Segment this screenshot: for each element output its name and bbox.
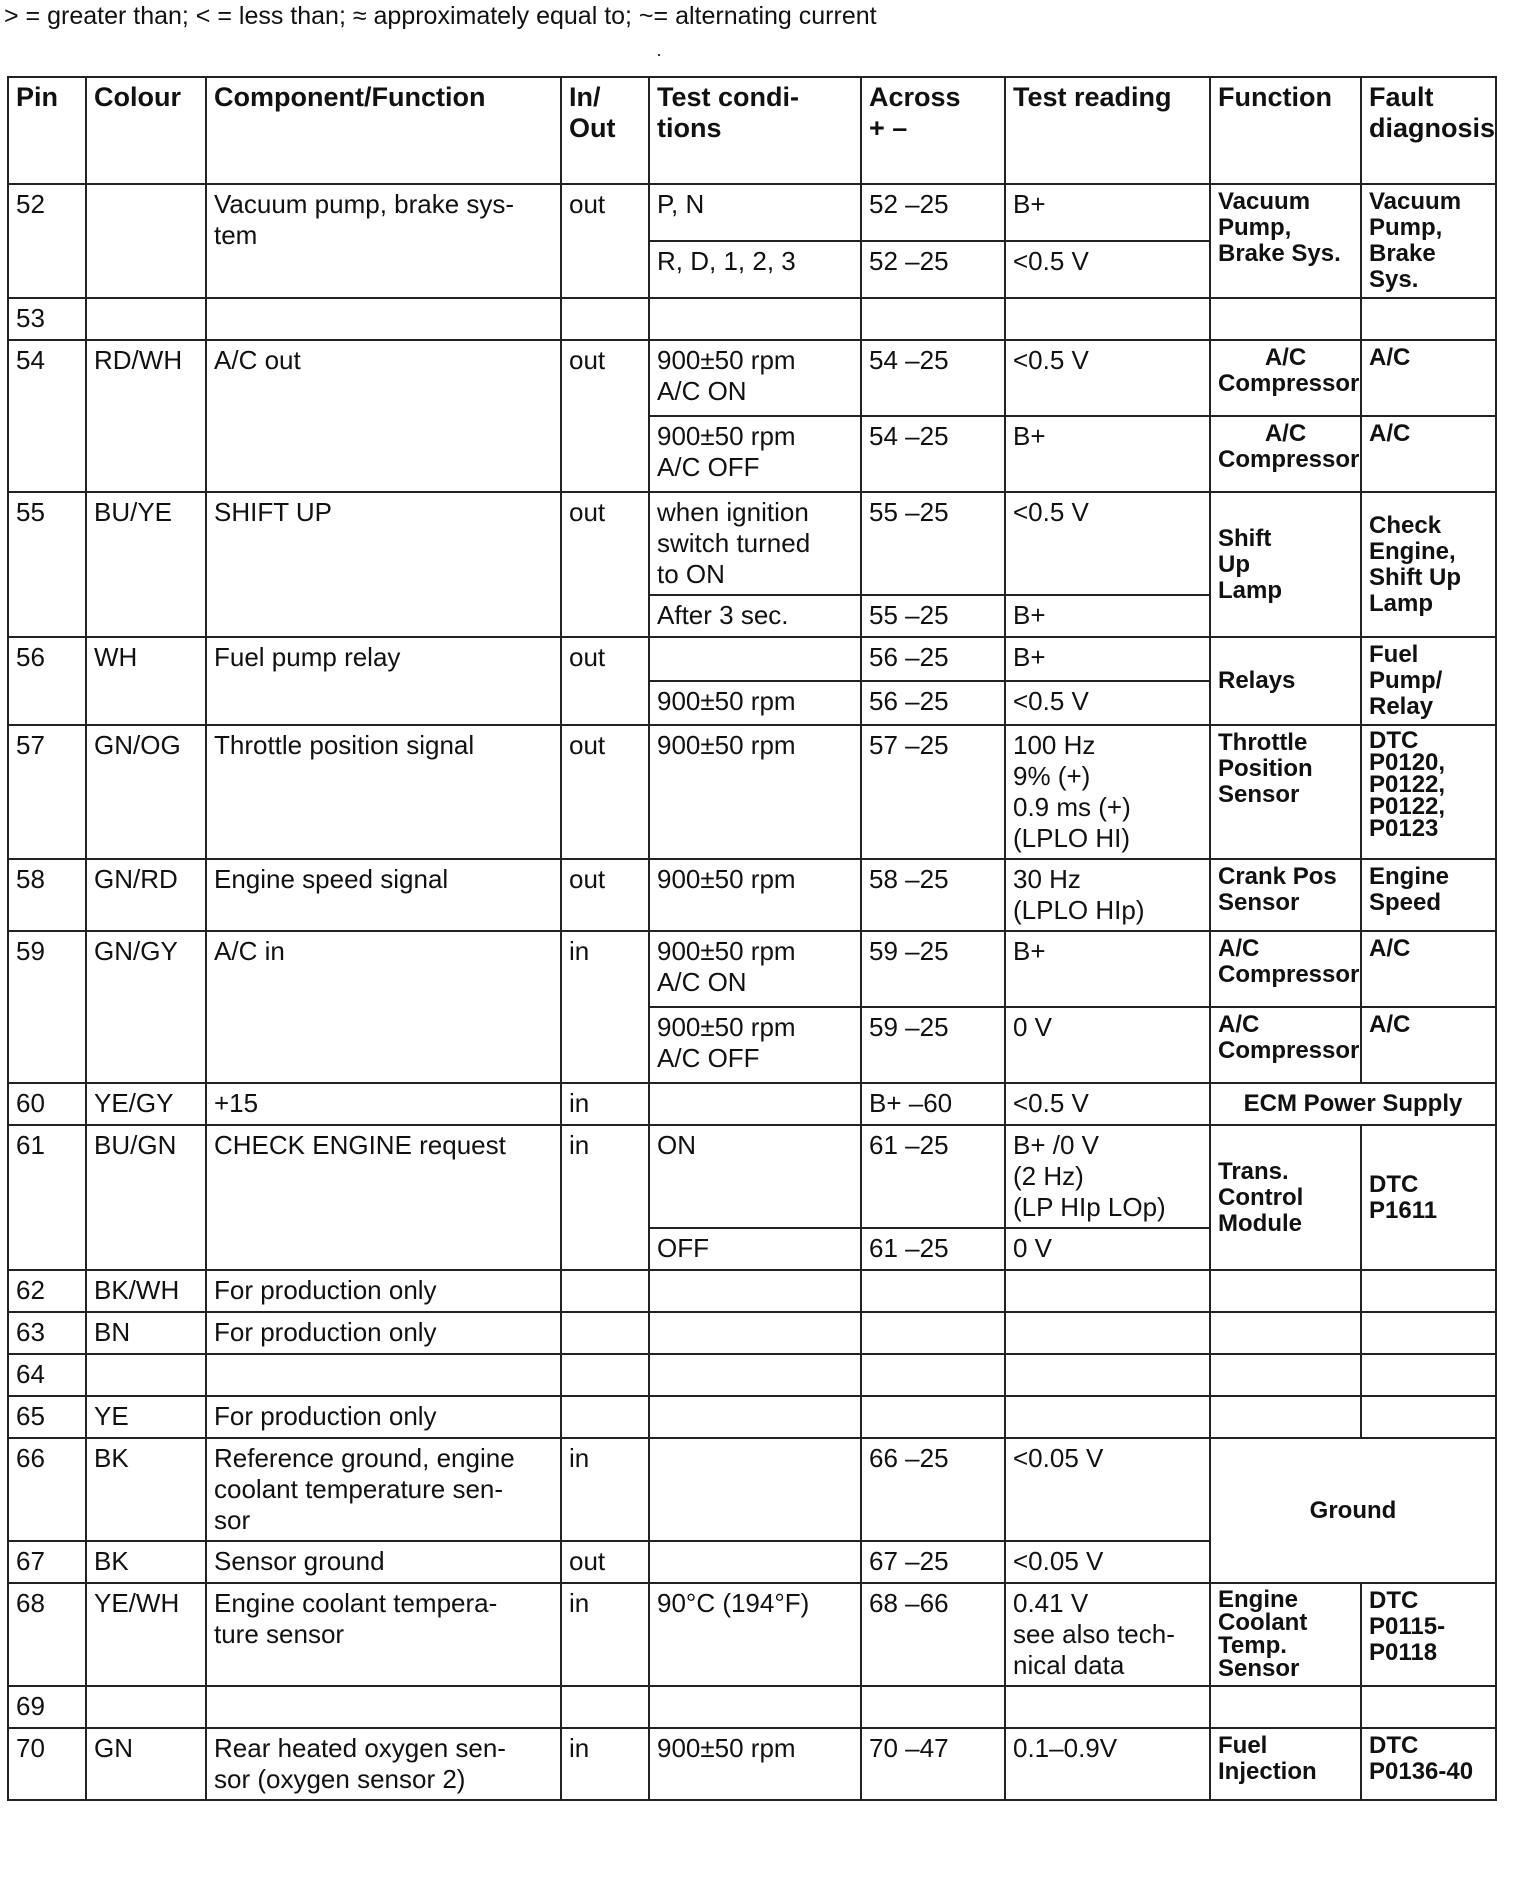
table-row <box>8 931 1496 1007</box>
table-row <box>8 1312 1496 1354</box>
reading-cell: B+ /0 V (2 Hz) (LP HIp LOp) <box>1005 1125 1210 1228</box>
across-cell: 67 –25 <box>861 1541 1005 1583</box>
function-cell: A/C Compressor <box>1210 931 1361 1007</box>
function-cell: Vacuum Pump, Brake Sys. <box>1210 184 1361 298</box>
reading-cell: 0.1–0.9V <box>1005 1728 1210 1800</box>
pin-cell: 56 <box>8 637 86 725</box>
across-cell: B+ –60 <box>861 1083 1005 1125</box>
function-cell: Crank Pos Sensor <box>1210 859 1361 931</box>
reading-cell: B+ <box>1005 637 1210 681</box>
reading-cell: <0.5 V <box>1005 492 1210 595</box>
table-row <box>8 1270 1496 1312</box>
component-cell: Throttle position signal <box>206 725 561 859</box>
fault-cell: Fuel Pump/ Relay <box>1361 637 1496 725</box>
colour-cell: BK <box>86 1541 206 1583</box>
reading-cell: 0.41 V see also tech- nical data <box>1005 1583 1210 1686</box>
fault-cell: DTC P0120, P0122, P0122, P0123 <box>1361 725 1496 859</box>
condition-cell <box>649 1083 861 1125</box>
component-cell: Fuel pump relay <box>206 637 561 725</box>
pin-cell: 63 <box>8 1312 86 1354</box>
across-cell: 59 –25 <box>861 931 1005 1007</box>
across-cell: 66 –25 <box>861 1438 1005 1541</box>
colour-cell: BU/GN <box>86 1125 206 1270</box>
function-cell: Engine Coolant Temp. Sensor <box>1210 1583 1361 1686</box>
table-row <box>8 1728 1496 1800</box>
function-cell: Fuel Injection <box>1210 1728 1361 1800</box>
condition-cell: 900±50 rpm A/C OFF <box>649 1007 861 1083</box>
reading-cell: 100 Hz 9% (+) 0.9 ms (+) (LPLO HI) <box>1005 725 1210 859</box>
colour-cell: WH <box>86 637 206 725</box>
header-row <box>8 77 1496 184</box>
pin-cell: 52 <box>8 184 86 298</box>
inout-cell: in <box>561 1083 649 1125</box>
reading-cell: 0 V <box>1005 1007 1210 1083</box>
legend: > = greater than; < = less than; ≈ approximately equal to; ~= alternating current <box>4 2 877 30</box>
header-test-conditions: Test condi- tions <box>649 77 861 184</box>
colour-cell <box>86 184 206 298</box>
reading-cell: B+ <box>1005 931 1210 1007</box>
function-cell: A/C Compressor <box>1210 416 1361 492</box>
component-cell: Sensor ground <box>206 1541 561 1583</box>
across-cell: 54 –25 <box>861 340 1005 416</box>
header-test-reading: Test reading <box>1005 77 1210 184</box>
function-cell: Shift Up Lamp <box>1210 492 1361 637</box>
inout-cell: in <box>561 931 649 1083</box>
across-cell: 55 –25 <box>861 492 1005 595</box>
component-cell: +15 <box>206 1083 561 1125</box>
function-cell: Relays <box>1210 637 1361 725</box>
pin-cell: 60 <box>8 1083 86 1125</box>
fault-cell: Engine Speed <box>1361 859 1496 931</box>
table-row <box>8 298 1496 340</box>
condition-cell <box>649 1438 861 1541</box>
header-across: Across + – <box>861 77 1005 184</box>
colour-cell: YE/GY <box>86 1083 206 1125</box>
inout-cell: out <box>561 492 649 637</box>
table-row <box>8 1125 1496 1228</box>
component-cell: Engine speed signal <box>206 859 561 931</box>
table-row <box>8 340 1496 416</box>
pin-cell: 65 <box>8 1396 86 1438</box>
reading-cell: B+ <box>1005 595 1210 637</box>
component-cell: A/C in <box>206 931 561 1083</box>
across-cell: 68 –66 <box>861 1583 1005 1686</box>
pin-cell: 68 <box>8 1583 86 1686</box>
function-cell: A/C Compressor <box>1210 340 1361 416</box>
component-cell: CHECK ENGINE request <box>206 1125 561 1270</box>
inout-cell: out <box>561 637 649 725</box>
condition-cell: 900±50 rpm <box>649 725 861 859</box>
across-cell: 56 –25 <box>861 681 1005 725</box>
header-pin: Pin <box>8 77 86 184</box>
function-cell: Trans. Control Module <box>1210 1125 1361 1270</box>
across-cell: 70 –47 <box>861 1728 1005 1800</box>
fault-cell: Vacuum Pump, Brake Sys. <box>1361 184 1496 298</box>
reading-cell: B+ <box>1005 416 1210 492</box>
fault-cell: A/C <box>1361 1007 1496 1083</box>
across-cell: 61 –25 <box>861 1228 1005 1270</box>
colour-cell: RD/WH <box>86 340 206 492</box>
component-cell: Engine coolant tempera- ture sensor <box>206 1583 561 1686</box>
colour-cell: GN/GY <box>86 931 206 1083</box>
pin-cell: 70 <box>8 1728 86 1800</box>
pin-cell: 57 <box>8 725 86 859</box>
fault-cell: Check Engine, Shift Up Lamp <box>1361 492 1496 637</box>
pin-cell: 54 <box>8 340 86 492</box>
inout-cell: out <box>561 340 649 492</box>
reading-cell: B+ <box>1005 184 1210 241</box>
function-cell: ECM Power Supply <box>1210 1083 1496 1125</box>
across-cell: 56 –25 <box>861 637 1005 681</box>
across-cell: 57 –25 <box>861 725 1005 859</box>
condition-cell <box>649 637 861 681</box>
component-cell: Reference ground, engine coolant temperature sen- sor <box>206 1438 561 1541</box>
fault-cell: A/C <box>1361 931 1496 1007</box>
condition-cell: 90°C (194°F) <box>649 1583 861 1686</box>
condition-cell: 900±50 rpm <box>649 859 861 931</box>
table-row <box>8 637 1496 681</box>
reading-cell: <0.05 V <box>1005 1541 1210 1583</box>
across-cell: 52 –25 <box>861 184 1005 241</box>
across-cell: 52 –25 <box>861 241 1005 298</box>
reading-cell: 0 V <box>1005 1228 1210 1270</box>
fault-cell: A/C <box>1361 416 1496 492</box>
reading-cell: <0.5 V <box>1005 241 1210 298</box>
table-row <box>8 184 1496 241</box>
inout-cell: out <box>561 859 649 931</box>
across-cell: 55 –25 <box>861 595 1005 637</box>
pin-cell: 67 <box>8 1541 86 1583</box>
component-cell: For production only <box>206 1396 561 1438</box>
condition-cell: 900±50 rpm <box>649 1728 861 1800</box>
across-cell: 59 –25 <box>861 1007 1005 1083</box>
header-function: Function <box>1210 77 1361 184</box>
pin-cell: 53 <box>8 298 86 340</box>
condition-cell: 900±50 rpm A/C OFF <box>649 416 861 492</box>
header-fault: Fault diagnosis <box>1361 77 1496 184</box>
header-inout: In/ Out <box>561 77 649 184</box>
condition-cell: ON <box>649 1125 861 1228</box>
pin-cell: 55 <box>8 492 86 637</box>
table-row <box>8 1396 1496 1438</box>
inout-cell: out <box>561 184 649 298</box>
pin-cell: 58 <box>8 859 86 931</box>
table-row <box>8 1354 1496 1396</box>
pin-cell: 62 <box>8 1270 86 1312</box>
table-row <box>8 1686 1496 1728</box>
pin-cell: 69 <box>8 1686 86 1728</box>
inout-cell: out <box>561 725 649 859</box>
header-colour: Colour <box>86 77 206 184</box>
inout-cell: in <box>561 1728 649 1800</box>
component-cell: A/C out <box>206 340 561 492</box>
function-cell: Throttle Position Sensor <box>1210 725 1361 859</box>
table-row <box>8 859 1496 931</box>
condition-cell: when ignition switch turned to ON <box>649 492 861 595</box>
pin-cell: 64 <box>8 1354 86 1396</box>
colour-cell: GN/RD <box>86 859 206 931</box>
table-row <box>8 492 1496 595</box>
reading-cell: <0.05 V <box>1005 1438 1210 1541</box>
pin-table <box>7 76 1497 1801</box>
colour-cell: YE <box>86 1396 206 1438</box>
component-cell: SHIFT UP <box>206 492 561 637</box>
fault-cell: A/C <box>1361 340 1496 416</box>
colour-cell: GN/OG <box>86 725 206 859</box>
inout-cell: in <box>561 1125 649 1270</box>
condition-cell: 900±50 rpm <box>649 681 861 725</box>
across-cell: 61 –25 <box>861 1125 1005 1228</box>
inout-cell: in <box>561 1438 649 1541</box>
reading-cell: <0.5 V <box>1005 340 1210 416</box>
reading-cell: <0.5 V <box>1005 1083 1210 1125</box>
table-row <box>8 1583 1496 1686</box>
colour-cell: GN <box>86 1728 206 1800</box>
condition-cell: 900±50 rpm A/C ON <box>649 931 861 1007</box>
colour-cell: BU/YE <box>86 492 206 637</box>
pin-cell: 66 <box>8 1438 86 1541</box>
condition-cell: R, D, 1, 2, 3 <box>649 241 861 298</box>
across-cell: 54 –25 <box>861 416 1005 492</box>
table-row <box>8 1438 1496 1541</box>
colour-cell: BN <box>86 1312 206 1354</box>
pin-cell: 59 <box>8 931 86 1083</box>
condition-cell: 900±50 rpm A/C ON <box>649 340 861 416</box>
fault-cell: DTC P1611 <box>1361 1125 1496 1270</box>
table-row <box>8 725 1496 859</box>
colour-cell: BK/WH <box>86 1270 206 1312</box>
condition-cell <box>649 1541 861 1583</box>
colour-cell: YE/WH <box>86 1583 206 1686</box>
inout-cell: out <box>561 1541 649 1583</box>
header-component: Component/Function <box>206 77 561 184</box>
condition-cell: P, N <box>649 184 861 241</box>
component-cell: For production only <box>206 1312 561 1354</box>
condition-cell: OFF <box>649 1228 861 1270</box>
function-cell: Ground <box>1210 1438 1496 1583</box>
inout-cell: in <box>561 1583 649 1686</box>
stray-dot <box>658 54 660 56</box>
component-cell: For production only <box>206 1270 561 1312</box>
reading-cell: 30 Hz (LPLO HIp) <box>1005 859 1210 931</box>
component-cell: Vacuum pump, brake sys- tem <box>206 184 561 298</box>
condition-cell: After 3 sec. <box>649 595 861 637</box>
across-cell: 58 –25 <box>861 859 1005 931</box>
function-cell: A/C Compressor <box>1210 1007 1361 1083</box>
colour-cell: BK <box>86 1438 206 1541</box>
fault-cell: DTC P0115- P0118 <box>1361 1583 1496 1686</box>
table-row <box>8 1083 1496 1125</box>
reading-cell: <0.5 V <box>1005 681 1210 725</box>
fault-cell: DTC P0136-40 <box>1361 1728 1496 1800</box>
pin-cell: 61 <box>8 1125 86 1270</box>
component-cell: Rear heated oxygen sen- sor (oxygen sensor 2) <box>206 1728 561 1800</box>
